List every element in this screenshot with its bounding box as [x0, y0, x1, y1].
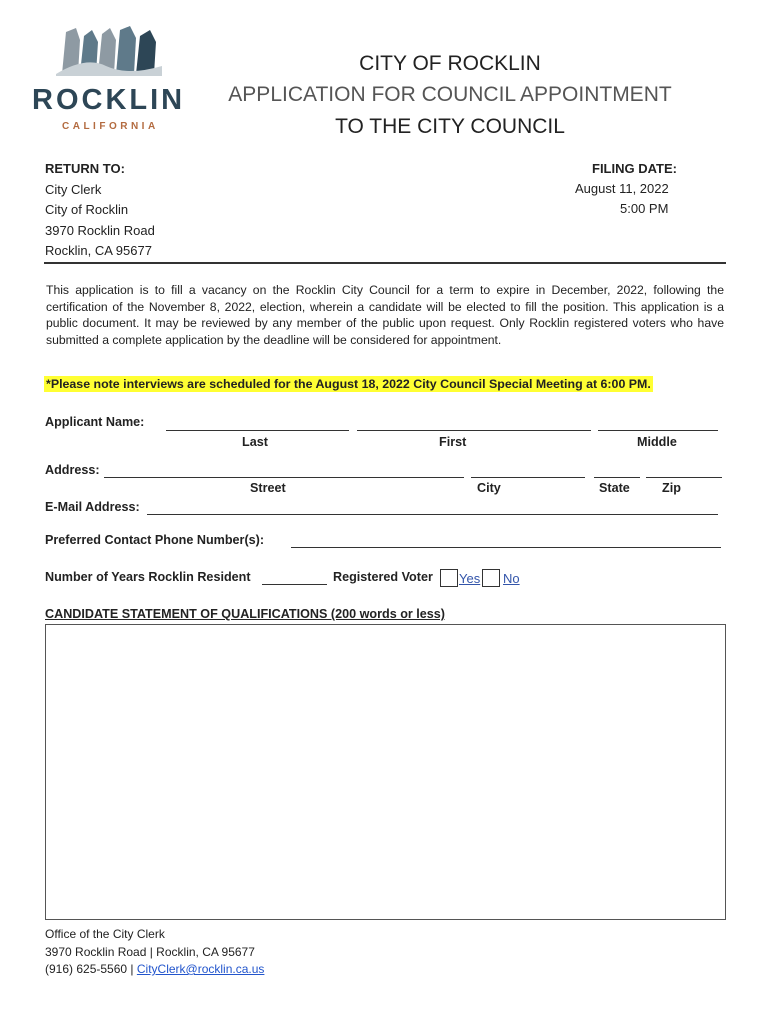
header-divider — [44, 262, 726, 264]
phone-field[interactable] — [291, 547, 721, 548]
return-to-block — [45, 159, 155, 262]
street-caption: Street — [250, 481, 286, 495]
years-resident-label: Number of Years Rocklin Resident — [45, 570, 251, 584]
voter-no-label: No — [503, 571, 520, 586]
logo-wordmark: ROCKLIN — [32, 84, 186, 116]
statement-textarea[interactable] — [45, 624, 726, 920]
street-field[interactable] — [104, 477, 464, 478]
statement-title: CANDIDATE STATEMENT OF QUALIFICATIONS (200 words or less) — [45, 607, 445, 621]
middle-name-field[interactable] — [598, 430, 718, 431]
city-caption: City — [477, 481, 501, 495]
footer-office: Office of the City Clerk — [45, 927, 165, 941]
voter-yes-label: Yes — [459, 571, 481, 586]
state-caption: State — [599, 481, 630, 495]
filing-date-heading: FILING DATE: — [592, 161, 677, 176]
return-line: 3970 Rocklin Road — [45, 222, 155, 238]
return-line: Rocklin, CA 95677 — [45, 243, 152, 258]
voter-yes-checkbox[interactable] — [440, 569, 458, 587]
footer-address: 3970 Rocklin Road | Rocklin, CA 95677 — [45, 944, 255, 959]
logo-subtitle: CALIFORNIA — [62, 121, 159, 132]
title-application: APPLICATION FOR COUNCIL APPOINTMENT — [228, 83, 672, 106]
state-field[interactable] — [594, 477, 640, 478]
voter-no-checkbox[interactable] — [482, 569, 500, 587]
zip-caption: Zip — [662, 481, 681, 495]
return-line: City Clerk — [45, 181, 102, 197]
email-label: E-Mail Address: — [45, 500, 140, 514]
title-council: TO THE CITY COUNCIL — [335, 115, 565, 138]
return-to-heading: RETURN TO: — [45, 161, 125, 176]
applicant-name-label: Applicant Name: — [45, 415, 145, 429]
city-field[interactable] — [471, 477, 585, 478]
email-field[interactable] — [147, 514, 718, 515]
intro-paragraph: This application is to fill a vacancy on the Rocklin City Council for a term to expire in December, 2022, following the certification of the November 8, 2022, election, wherein a candidate will be elected to fill the position. This application is a public document. It may be reviewed by any member of the public upon request. Only Rocklin registered voters who have submitted a complete application by the deadline will be considered for appointment. — [46, 283, 724, 347]
address-label: Address: — [45, 463, 100, 477]
interview-note: *Please note interviews are scheduled for the August 18, 2022 City Council Special Meeting at 6:00 PM. — [46, 377, 651, 391]
phone-label: Preferred Contact Phone Number(s): — [45, 533, 265, 547]
return-line: City of Rocklin — [45, 202, 129, 217]
filing-time: 5:00 PM — [620, 201, 669, 216]
first-name-field[interactable] — [357, 430, 591, 431]
registered-voter-label: Registered Voter — [333, 570, 433, 584]
zip-field[interactable] — [646, 477, 722, 478]
last-caption: Last — [242, 435, 268, 449]
years-resident-field[interactable] — [262, 584, 327, 585]
filing-date: August 11, 2022 — [575, 181, 669, 196]
first-caption: First — [439, 435, 467, 449]
footer-phone: (916) 625-5560 | — [45, 962, 137, 976]
title-city: CITY OF ROCKLIN — [359, 52, 541, 75]
footer-phone-line — [45, 961, 264, 979]
footer-email-link[interactable]: CityClerk@rocklin.ca.us — [136, 962, 265, 976]
city-logo-mark — [56, 26, 162, 76]
middle-caption: Middle — [637, 435, 677, 449]
last-name-field[interactable] — [166, 430, 349, 431]
footer-contact — [45, 926, 264, 979]
